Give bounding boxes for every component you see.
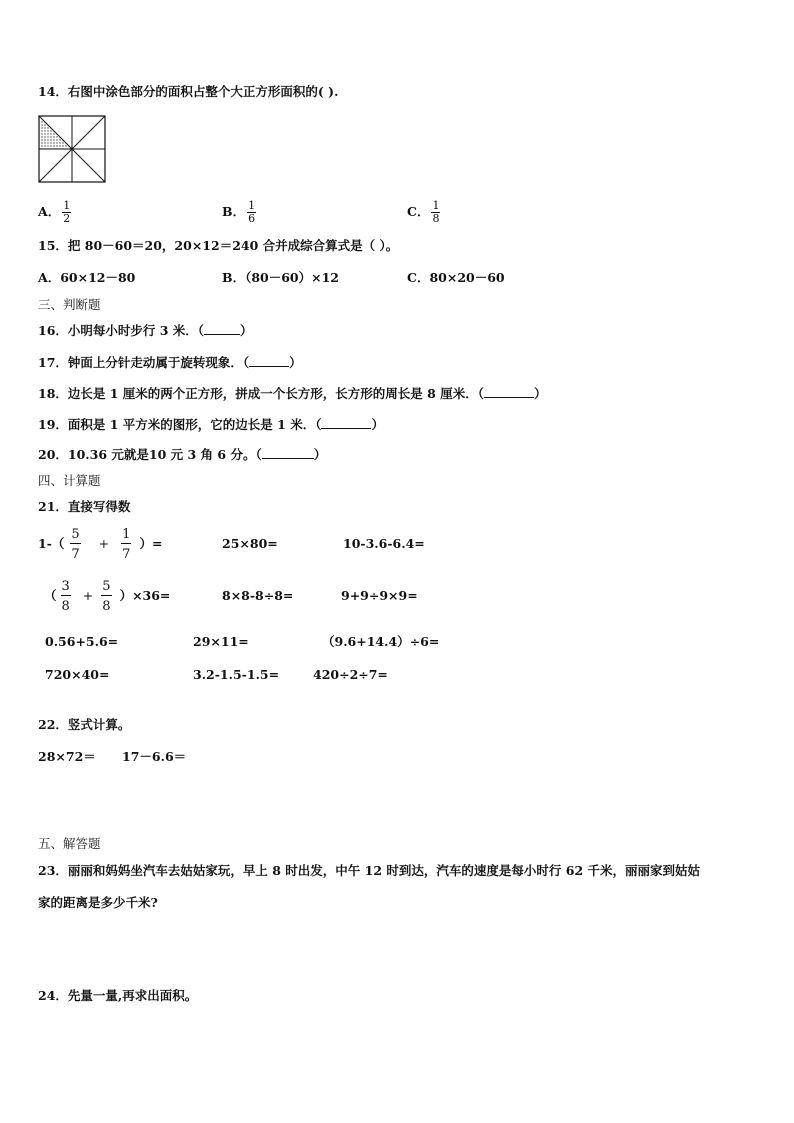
q21-expr-2: 25×80=	[222, 536, 278, 551]
q15-stem: 15．把 80－60＝20，20×12＝240 合并成综合算式是（ ）。	[38, 238, 399, 253]
q14-option-b[interactable]: B． $\frac{1}{6}$	[222, 199, 256, 225]
q21-expr-7: 0.56+5.6=	[45, 634, 119, 649]
q14-option-a[interactable]: A． $\frac{1}{2}$	[38, 199, 71, 225]
q17: 17．钟面上分针走动属于旋转现象．（ ）	[38, 355, 302, 370]
q21-expr-5: 8×8-8÷8=	[222, 588, 294, 603]
answer-blank[interactable]	[321, 416, 371, 429]
answer-blank[interactable]	[262, 446, 314, 459]
q15-option-a[interactable]: A．60×12－80	[38, 270, 136, 285]
section-4-heading: 四、计算题	[38, 473, 101, 488]
q21-expr-4: （ $\frac{3}{8}$ + $\frac{5}{8}$ ）×36=	[44, 578, 171, 614]
section-3-heading: 三、判断题	[38, 297, 101, 312]
q23-line-1: 23．丽丽和妈妈坐汽车去姑姑家玩，早上 8 时出发，中午 12 时到达，汽车的速度是每小时行 62 千米，丽丽家到姑姑	[38, 863, 700, 878]
q20: 20．10.36 元就是10 元 3 角 6 分。（ ）	[38, 447, 327, 462]
q18: 18．边长是 1 厘米的两个正方形，拼成一个长方形，长方形的周长是 8 厘米．（ ）	[38, 386, 547, 401]
section-5-heading: 五、解答题	[38, 836, 101, 851]
q22-expr-1: 28×72＝	[38, 749, 96, 764]
q23-line-2: 家的距离是多少千米?	[38, 895, 158, 910]
answer-blank[interactable]	[204, 322, 240, 335]
q21-expr-8: 29×11=	[193, 634, 249, 649]
q16: 16．小明每小时步行 3 米．（ ）	[38, 323, 253, 338]
q21-expr-6: 9+9÷9×9=	[341, 588, 418, 603]
q19: 19．面积是 1 平方米的图形，它的边长是 1 米．（ ）	[38, 417, 384, 432]
q21-expr-9: （9.6+14.4）÷6=	[322, 634, 440, 649]
q21-title: 21．直接写得数	[38, 499, 131, 514]
square-divided-into-8-triangles-one-shaded-icon	[38, 115, 106, 183]
q21-expr-10: 720×40=	[45, 667, 110, 682]
q24: 24．先量一量,再求出面积。	[38, 988, 198, 1003]
q14-stem: 14．右图中涂色部分的面积占整个大正方形面积的( ).	[38, 84, 339, 99]
q15-option-b[interactable]: B．（80－60）×12	[222, 270, 339, 285]
answer-blank[interactable]	[249, 354, 289, 367]
q14-option-c[interactable]: C． $\frac{1}{8}$	[407, 199, 440, 225]
q21-expr-11: 3.2-1.5-1.5=	[193, 667, 280, 682]
q21-expr-12: 420÷2÷7=	[313, 667, 388, 682]
answer-blank[interactable]	[484, 385, 534, 398]
q22-expr-2: 17－6.6＝	[122, 749, 187, 764]
q22-title: 22．竖式计算。	[38, 717, 131, 732]
q21-expr-3: 10-3.6-6.4=	[343, 536, 425, 551]
q21-expr-1: 1-（ $\frac{5}{7}$ + $\frac{1}{7}$ ）=	[38, 526, 163, 562]
q15-option-c[interactable]: C．80×20－60	[407, 270, 505, 285]
